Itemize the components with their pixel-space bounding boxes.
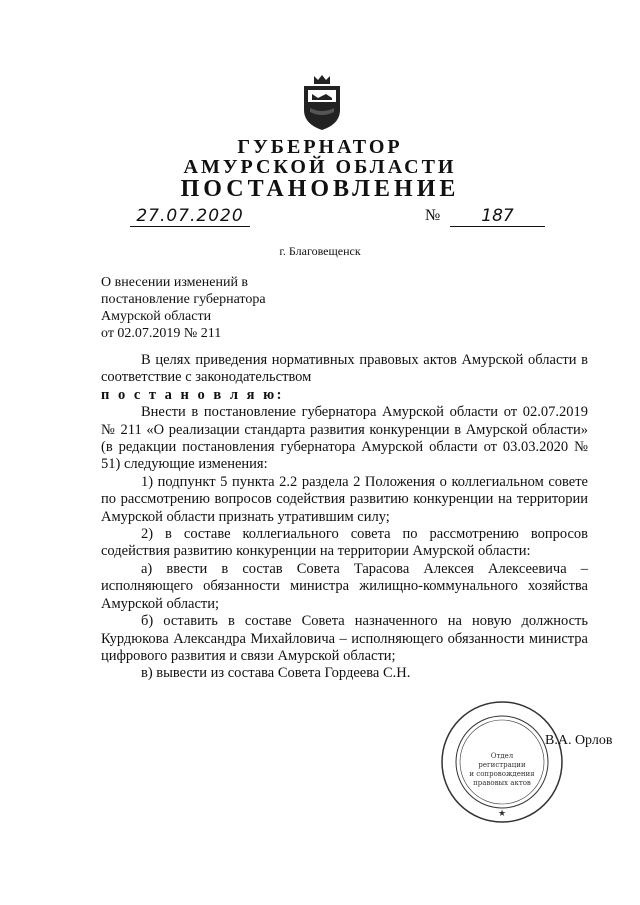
document-subject	[101, 274, 266, 342]
svg-text:★: ★	[497, 808, 507, 818]
document-date: 27.07.2020	[130, 206, 250, 227]
paragraph: 1) подпункт 5 пункта 2.2 раздела 2 Положения о коллегиальном совете по рассмотрению вопросов содействия развитию конкуренции на территории Амурской области признать утратившим силу;	[101, 473, 588, 525]
svg-text:правовых актов: правовых актов	[473, 779, 531, 787]
city: г. Благовещенск	[279, 244, 361, 258]
header-region: АМУРСКОЙ ОБЛАСТИ	[183, 156, 457, 178]
number-label: №	[425, 207, 441, 224]
svg-text:и сопровождения: и сопровождения	[469, 770, 535, 778]
preamble: В целях приведения нормативных правовых актов Амурской области в соответствие с законодательством	[101, 352, 588, 386]
paragraph: 2) в составе коллегиального совета по рассмотрению вопросов содействия развитию конкуренции на территории Амурской области:	[101, 526, 588, 560]
paragraph: б) оставить в составе Совета назначенного на новую должность Курдюкова Александра Михайловича – исполняющего обязанности министра цифрового развития и связи Амурской области;	[101, 613, 588, 664]
svg-text:регистрации: регистрации	[478, 761, 526, 769]
official-stamp	[440, 700, 565, 825]
paragraph: в) вывести из состава Совета Гордеева С.Н.	[141, 665, 411, 682]
svg-text:Отдел: Отдел	[490, 752, 514, 760]
signature-name: В.А. Орлов	[545, 733, 613, 748]
document-type: ПОСТАНОВЛЕНИЕ	[180, 176, 460, 202]
document-number: 187	[450, 206, 545, 227]
decree-word: п о с т а н о в л я ю:	[101, 386, 284, 403]
header-governor: ГУБЕРНАТОР	[237, 136, 403, 158]
subject-line: постановление губернатора	[101, 292, 266, 307]
coat-of-arms-icon	[298, 72, 346, 132]
paragraph: Внести в постановление губернатора Амурской области от 02.07.2019 № 211 «О реализации стандарта развития конкуренции в Амурской области» (в редакции постановления губернатора Амурской области от 03.03.2020 № 51) следующие изменения:	[101, 404, 588, 473]
subject-line: от 02.07.2019 № 211	[101, 326, 222, 341]
subject-line: Амурской области	[101, 309, 212, 324]
paragraph: а) ввести в состав Совета Тарасова Алексея Алексеевича – исполняющего обязанности министра жилищно-коммунального хозяйства Амурской области;	[101, 560, 588, 612]
subject-line: О внесении изменений в	[101, 275, 249, 290]
document-body	[101, 352, 588, 683]
